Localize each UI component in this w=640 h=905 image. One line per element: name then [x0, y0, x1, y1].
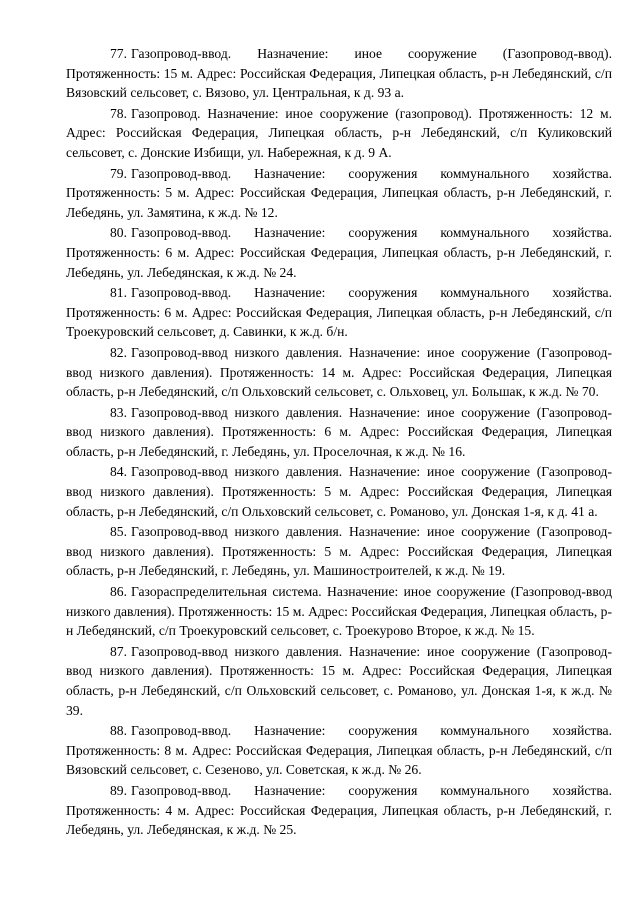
- entry-number: 83.: [110, 404, 127, 420]
- list-item-89: [66, 781, 612, 840]
- list-item-82: [66, 343, 612, 402]
- list-item-85: [66, 522, 612, 581]
- entry-text: Газораспределительная система. Назначение: иное сооружение (Газопровод-ввод низкого давления). Протяженность: 15 м. Адрес: Российская Федерация, Липецкая область, р-н Лебедянский, с/п Троекуровский сельсовет, с. Троекурово Второе, к ж.д. № 15.: [66, 584, 612, 639]
- list-item-81: [66, 283, 612, 342]
- list-item-78: [66, 104, 612, 163]
- entry-text: Газопровод-ввод. Назначение: сооружения коммунального хозяйства. Протяженность: 6 м. Адрес: Российская Федерация, Липецкая область, р-н Лебедянский, г. Лебедянь, ул. Лебедянская, к ж.д. № 24.: [66, 225, 612, 280]
- entry-number: 88.: [110, 723, 127, 739]
- entry-text: Газопровод-ввод. Назначение: сооружения коммунального хозяйства. Протяженность: 8 м. Адрес: Российская Федерация, Липецкая область, р-н Лебедянский, с/п Вязовский сельсовет, с. Сезеново, ул. Советская, к ж.д. № 26.: [66, 723, 612, 778]
- list-item-87: [66, 642, 612, 720]
- entry-text: Газопровод-ввод низкого давления. Назначение: иное сооружение (Газопровод-ввод низкого давления). Протяженность: 5 м. Адрес: Российская Федерация, Липецкая область, р-н Лебедянский, г. Лебедянь, ул. Машиностроителей, к ж.д. № 19.: [66, 524, 612, 579]
- list-item-86: [66, 582, 612, 641]
- entry-number: 85.: [110, 524, 127, 540]
- entry-number: 80.: [110, 225, 127, 241]
- entry-number: 77.: [110, 46, 127, 61]
- entry-text: Газопровод-ввод. Назначение: сооружения коммунального хозяйства. Протяженность: 6 м. Адрес: Российская Федерация, Липецкая область, р-н Лебедянский, с/п Троекуровский сельсовет, д. Савинки, к ж.д. б/н.: [66, 285, 612, 340]
- entry-number: 84.: [110, 464, 127, 480]
- entry-number: 78.: [110, 105, 127, 121]
- entry-text: Газопровод-ввод. Назначение: иное сооружение (Газопровод-ввод). Протяженность: 15 м. Адрес: Российская Федерация, Липецкая область, р-н Лебедянский, с/п Вязовский сельсовет, с. Вязово, ул. Центральная, к д. 93 а.: [66, 46, 612, 101]
- entry-text: Газопровод-ввод низкого давления. Назначение: иное сооружение (Газопровод-ввод низкого давления). Протяженность: 14 м. Адрес: Российская Федерация, Липецкая область, р-н Лебедянский, с/п Ольховский сельсовет, с. Ольховец, ул. Большак, к ж.д. № 70.: [66, 344, 612, 400]
- entry-number: 89.: [110, 782, 127, 798]
- list-item-79: [66, 164, 612, 223]
- entry-number: 81.: [110, 285, 127, 301]
- list-item-84: [66, 462, 612, 521]
- entry-text: Газопровод-ввод низкого давления. Назначение: иное сооружение (Газопровод-ввод низкого давления). Протяженность: 6 м. Адрес: Российская Федерация, Липецкая область, р-н Лебедянский, г. Лебедянь, ул. Проселочная, к ж.д. № 16.: [66, 404, 612, 459]
- entry-number: 86.: [110, 584, 127, 600]
- entry-text: Газопровод-ввод. Назначение: сооружения коммунального хозяйства. Протяженность: 5 м. Адрес: Российская Федерация, Липецкая область, р-н Лебедянский, г. Лебедянь, ул. Замятина, к ж.д. № 12.: [66, 165, 612, 220]
- list-item-83: [66, 403, 612, 462]
- list-item-77: [66, 44, 612, 103]
- entry-text: Газопровод-ввод. Назначение: сооружения коммунального хозяйства. Протяженность: 4 м. Адрес: Российская Федерация, Липецкая область, р-н Лебедянский, г. Лебедянь, ул. Лебедянская, к ж.д. № 25.: [66, 782, 612, 838]
- entry-number: 79.: [110, 165, 127, 181]
- entry-number: 82.: [110, 344, 127, 360]
- entry-text: Газопровод-ввод низкого давления. Назначение: иное сооружение (Газопровод-ввод низкого давления). Протяженность: 15 м. Адрес: Российская Федерация, Липецкая область, р-н Лебедянский, с/п Ольховский сельсовет, с. Романово, ул. Донская 1-я, к ж.д. № 39.: [66, 643, 612, 718]
- list-item-88: [66, 721, 612, 780]
- list-item-80: [66, 223, 612, 282]
- entry-number: 87.: [110, 643, 127, 659]
- entry-text: Газопровод-ввод низкого давления. Назначение: иное сооружение (Газопровод-ввод низкого давления). Протяженность: 5 м. Адрес: Российская Федерация, Липецкая область, р-н Лебедянский, с/п Ольховский сельсовет, с. Романово, ул. Донская 1-я, к д. 41 а.: [66, 464, 612, 519]
- entry-text: Газопровод. Назначение: иное сооружение (газопровод). Протяженность: 12 м. Адрес: Российская Федерация, Липецкая область, р-н Лебедянский, с/п Куликовский сельсовет, с. Донские Избищи, ул. Набережная, к д. 9 А.: [66, 105, 612, 160]
